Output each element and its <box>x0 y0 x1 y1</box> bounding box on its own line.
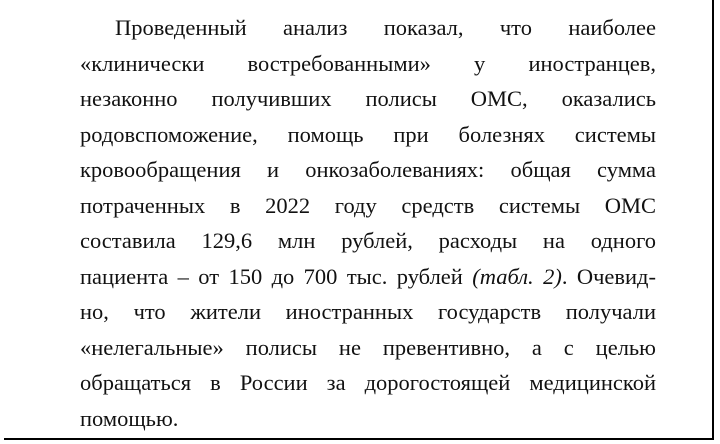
text-line: Проведенный анализ показал, что наиболее <box>115 15 656 40</box>
text-line: потраченных в 2022 году средств системы ОМС <box>80 192 656 218</box>
text-segment: . Очевид- <box>561 263 656 289</box>
body-paragraph <box>80 10 656 436</box>
text-segment: пациента – от 150 до 700 тыс. рублей <box>80 263 473 289</box>
text-line: кровообращения и онкозаболеваниях: общая сумма <box>80 157 656 182</box>
text-line: помощью. <box>80 405 179 431</box>
text-line: «нелегальные» полисы не превентивно, а с целью <box>80 334 656 360</box>
text-line <box>80 259 656 295</box>
text-line: родовспоможение, помощь при болезнях системы <box>80 121 656 147</box>
text-line: составила 129,6 млн рублей, расходы на одного <box>80 228 656 253</box>
text-line: обращаться в России за дорогостоящей медицинской <box>80 370 656 395</box>
text-line: незаконно получивших полисы ОМС, оказались <box>80 86 656 111</box>
table-reference: (табл. 2) <box>472 263 562 289</box>
text-line: но, что жители иностранных государств получали <box>80 299 656 324</box>
text-line: «клинически востребованными» у иностранцев, <box>80 50 656 76</box>
